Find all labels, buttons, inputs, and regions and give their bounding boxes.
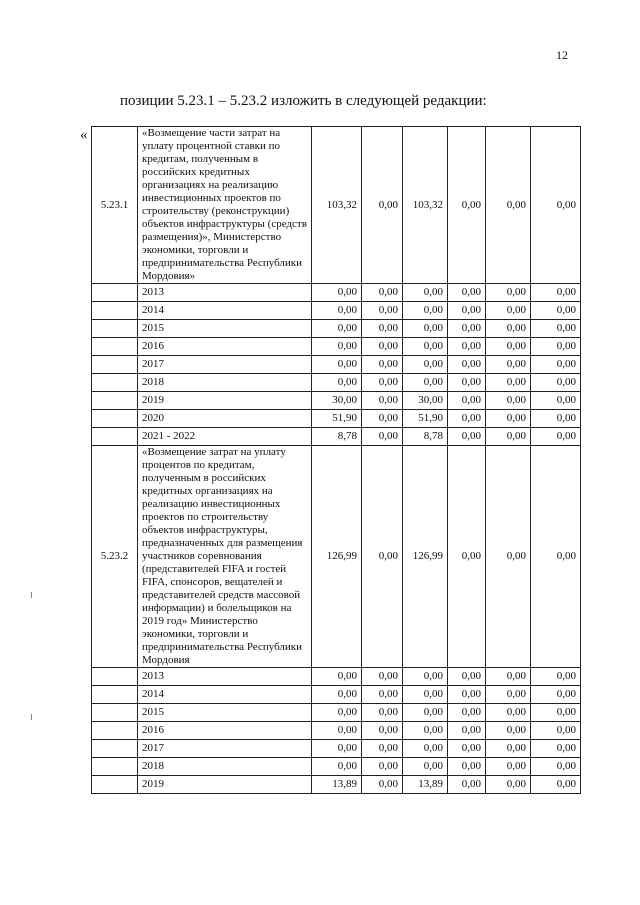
value-cell: 126,99 [403, 446, 448, 668]
year-label: 2014 [138, 686, 312, 704]
table-row-year [92, 302, 581, 320]
empty-code-cell [92, 374, 138, 392]
value-cell: 0,00 [448, 127, 486, 284]
value-cell: 0,00 [486, 686, 531, 704]
empty-code-cell [92, 410, 138, 428]
value-cell: 0,00 [486, 758, 531, 776]
value-cell: 0,00 [486, 428, 531, 446]
value-cell: 8,78 [312, 428, 362, 446]
opening-quote-mark: « [80, 127, 88, 143]
value-cell: 0,00 [448, 740, 486, 758]
value-cell: 0,00 [403, 320, 448, 338]
value-cell: 0,00 [362, 410, 403, 428]
value-cell: 0,00 [362, 320, 403, 338]
value-cell: 0,00 [486, 356, 531, 374]
year-label: 2017 [138, 356, 312, 374]
value-cell: 0,00 [362, 428, 403, 446]
position-code: 5.23.1 [92, 127, 138, 284]
value-cell: 0,00 [486, 704, 531, 722]
value-cell: 0,00 [448, 758, 486, 776]
year-label: 2021 - 2022 [138, 428, 312, 446]
value-cell: 0,00 [312, 758, 362, 776]
value-cell: 0,00 [312, 740, 362, 758]
value-cell: 0,00 [531, 374, 581, 392]
value-cell: 0,00 [403, 758, 448, 776]
value-cell: 0,00 [531, 704, 581, 722]
value-cell: 0,00 [362, 758, 403, 776]
table-row-year [92, 704, 581, 722]
value-cell: 0,00 [531, 302, 581, 320]
value-cell: 0,00 [362, 722, 403, 740]
value-cell: 0,00 [448, 722, 486, 740]
value-cell: 0,00 [448, 392, 486, 410]
empty-code-cell [92, 686, 138, 704]
empty-code-cell [92, 722, 138, 740]
value-cell: 0,00 [486, 740, 531, 758]
year-label: 2016 [138, 722, 312, 740]
value-cell: 0,00 [486, 410, 531, 428]
value-cell: 0,00 [448, 302, 486, 320]
value-cell: 0,00 [486, 374, 531, 392]
value-cell: 0,00 [312, 302, 362, 320]
empty-code-cell [92, 392, 138, 410]
value-cell: 0,00 [403, 704, 448, 722]
value-cell: 0,00 [448, 320, 486, 338]
table-row-year [92, 428, 581, 446]
table-row-year [92, 284, 581, 302]
empty-code-cell [92, 668, 138, 686]
budget-table [91, 126, 581, 794]
value-cell: 0,00 [531, 392, 581, 410]
value-cell: 0,00 [362, 776, 403, 794]
value-cell: 0,00 [362, 686, 403, 704]
value-cell: 0,00 [403, 284, 448, 302]
year-label: 2015 [138, 704, 312, 722]
value-cell: 0,00 [531, 338, 581, 356]
position-code: 5.23.2 [92, 446, 138, 668]
value-cell: 0,00 [531, 722, 581, 740]
value-cell: 0,00 [448, 686, 486, 704]
document-heading: позиции 5.23.1 – 5.23.2 изложить в следующей редакции: [120, 93, 487, 109]
value-cell: 0,00 [362, 392, 403, 410]
year-label: 2019 [138, 392, 312, 410]
value-cell: 0,00 [312, 704, 362, 722]
value-cell: 0,00 [362, 127, 403, 284]
table-row-year [92, 686, 581, 704]
value-cell: 30,00 [403, 392, 448, 410]
position-description: «Возмещение затрат на уплату процентов по кредитам, полученным в российских кредитных организациях на реализацию инвестиционных проектов по строительству объектов инфраструктуры, предназначенных для размещения участников соревнования (представителей FIFA и гостей FIFA, спонсоров, вещателей и представителей средств массовой информации) и болельщиков на 2019 год» Министерство экономики, торговли и предпринимательства Республики Мордовия [138, 446, 312, 668]
empty-code-cell [92, 740, 138, 758]
empty-code-cell [92, 320, 138, 338]
value-cell: 0,00 [362, 338, 403, 356]
value-cell: 0,00 [486, 338, 531, 356]
value-cell: 0,00 [531, 668, 581, 686]
value-cell: 30,00 [312, 392, 362, 410]
value-cell: 0,00 [486, 722, 531, 740]
value-cell: 0,00 [531, 740, 581, 758]
table-row-year [92, 374, 581, 392]
table-row-year [92, 758, 581, 776]
empty-code-cell [92, 338, 138, 356]
empty-code-cell [92, 302, 138, 320]
value-cell: 0,00 [531, 758, 581, 776]
year-label: 2018 [138, 758, 312, 776]
table-row-year [92, 356, 581, 374]
table-row-year [92, 740, 581, 758]
position-description: «Возмещение части затрат на уплату процентной ставки по кредитам, полученным в российских кредитных организациях на реализацию инвестиционных проектов по строительству (реконструкции) объектов инфраструктуры (средств размещения)», Министерство экономики, торговли и предпринимательства Республики Мордовия» [138, 127, 312, 284]
empty-code-cell [92, 356, 138, 374]
table-row-position [92, 127, 581, 284]
table-row-year [92, 320, 581, 338]
year-label: 2015 [138, 320, 312, 338]
year-label: 2020 [138, 410, 312, 428]
empty-code-cell [92, 704, 138, 722]
value-cell: 0,00 [448, 410, 486, 428]
value-cell: 0,00 [448, 338, 486, 356]
value-cell: 0,00 [403, 374, 448, 392]
value-cell: 51,90 [403, 410, 448, 428]
value-cell: 0,00 [312, 338, 362, 356]
value-cell: 13,89 [312, 776, 362, 794]
value-cell: 126,99 [312, 446, 362, 668]
table-row-year [92, 722, 581, 740]
year-label: 2014 [138, 302, 312, 320]
value-cell: 0,00 [403, 740, 448, 758]
table-row-year [92, 776, 581, 794]
value-cell: 0,00 [486, 320, 531, 338]
value-cell: 0,00 [312, 722, 362, 740]
value-cell: 0,00 [486, 668, 531, 686]
value-cell: 0,00 [362, 704, 403, 722]
value-cell: 0,00 [531, 446, 581, 668]
value-cell: 0,00 [448, 356, 486, 374]
value-cell: 103,32 [403, 127, 448, 284]
value-cell: 0,00 [362, 446, 403, 668]
value-cell: 0,00 [312, 284, 362, 302]
empty-code-cell [92, 284, 138, 302]
value-cell: 0,00 [403, 302, 448, 320]
value-cell: 0,00 [362, 284, 403, 302]
value-cell: 0,00 [312, 320, 362, 338]
value-cell: 0,00 [448, 668, 486, 686]
value-cell: 0,00 [403, 356, 448, 374]
value-cell: 103,32 [312, 127, 362, 284]
value-cell: 0,00 [403, 722, 448, 740]
value-cell: 0,00 [312, 374, 362, 392]
table-row-year [92, 668, 581, 686]
value-cell: 13,89 [403, 776, 448, 794]
year-label: 2013 [138, 668, 312, 686]
table-row-position [92, 446, 581, 668]
value-cell: 0,00 [448, 446, 486, 668]
value-cell: 0,00 [531, 320, 581, 338]
empty-code-cell [92, 776, 138, 794]
value-cell: 0,00 [362, 740, 403, 758]
empty-code-cell [92, 758, 138, 776]
value-cell: 0,00 [312, 356, 362, 374]
table-row-year [92, 392, 581, 410]
value-cell: 8,78 [403, 428, 448, 446]
year-label: 2018 [138, 374, 312, 392]
value-cell: 0,00 [312, 686, 362, 704]
value-cell: 0,00 [531, 776, 581, 794]
value-cell: 0,00 [448, 428, 486, 446]
year-label: 2013 [138, 284, 312, 302]
value-cell: 0,00 [531, 428, 581, 446]
value-cell: 0,00 [403, 686, 448, 704]
table-body [92, 127, 581, 794]
value-cell: 0,00 [531, 686, 581, 704]
value-cell: 0,00 [403, 668, 448, 686]
value-cell: 0,00 [362, 668, 403, 686]
value-cell: 0,00 [486, 284, 531, 302]
value-cell: 0,00 [312, 668, 362, 686]
value-cell: 0,00 [531, 356, 581, 374]
value-cell: 0,00 [448, 284, 486, 302]
value-cell: 0,00 [403, 338, 448, 356]
value-cell: 0,00 [362, 374, 403, 392]
value-cell: 0,00 [531, 284, 581, 302]
value-cell: 0,00 [362, 356, 403, 374]
value-cell: 0,00 [531, 127, 581, 284]
value-cell: 0,00 [448, 776, 486, 794]
value-cell: 0,00 [486, 392, 531, 410]
value-cell: 0,00 [531, 410, 581, 428]
scan-mark [31, 592, 32, 598]
value-cell: 0,00 [486, 776, 531, 794]
year-label: 2017 [138, 740, 312, 758]
page-number: 12 [556, 48, 568, 62]
value-cell: 0,00 [448, 374, 486, 392]
year-label: 2016 [138, 338, 312, 356]
value-cell: 0,00 [486, 302, 531, 320]
value-cell: 0,00 [486, 446, 531, 668]
scan-mark [31, 714, 32, 720]
table-row-year [92, 410, 581, 428]
value-cell: 51,90 [312, 410, 362, 428]
value-cell: 0,00 [486, 127, 531, 284]
empty-code-cell [92, 428, 138, 446]
year-label: 2019 [138, 776, 312, 794]
table-row-year [92, 338, 581, 356]
value-cell: 0,00 [362, 302, 403, 320]
value-cell: 0,00 [448, 704, 486, 722]
